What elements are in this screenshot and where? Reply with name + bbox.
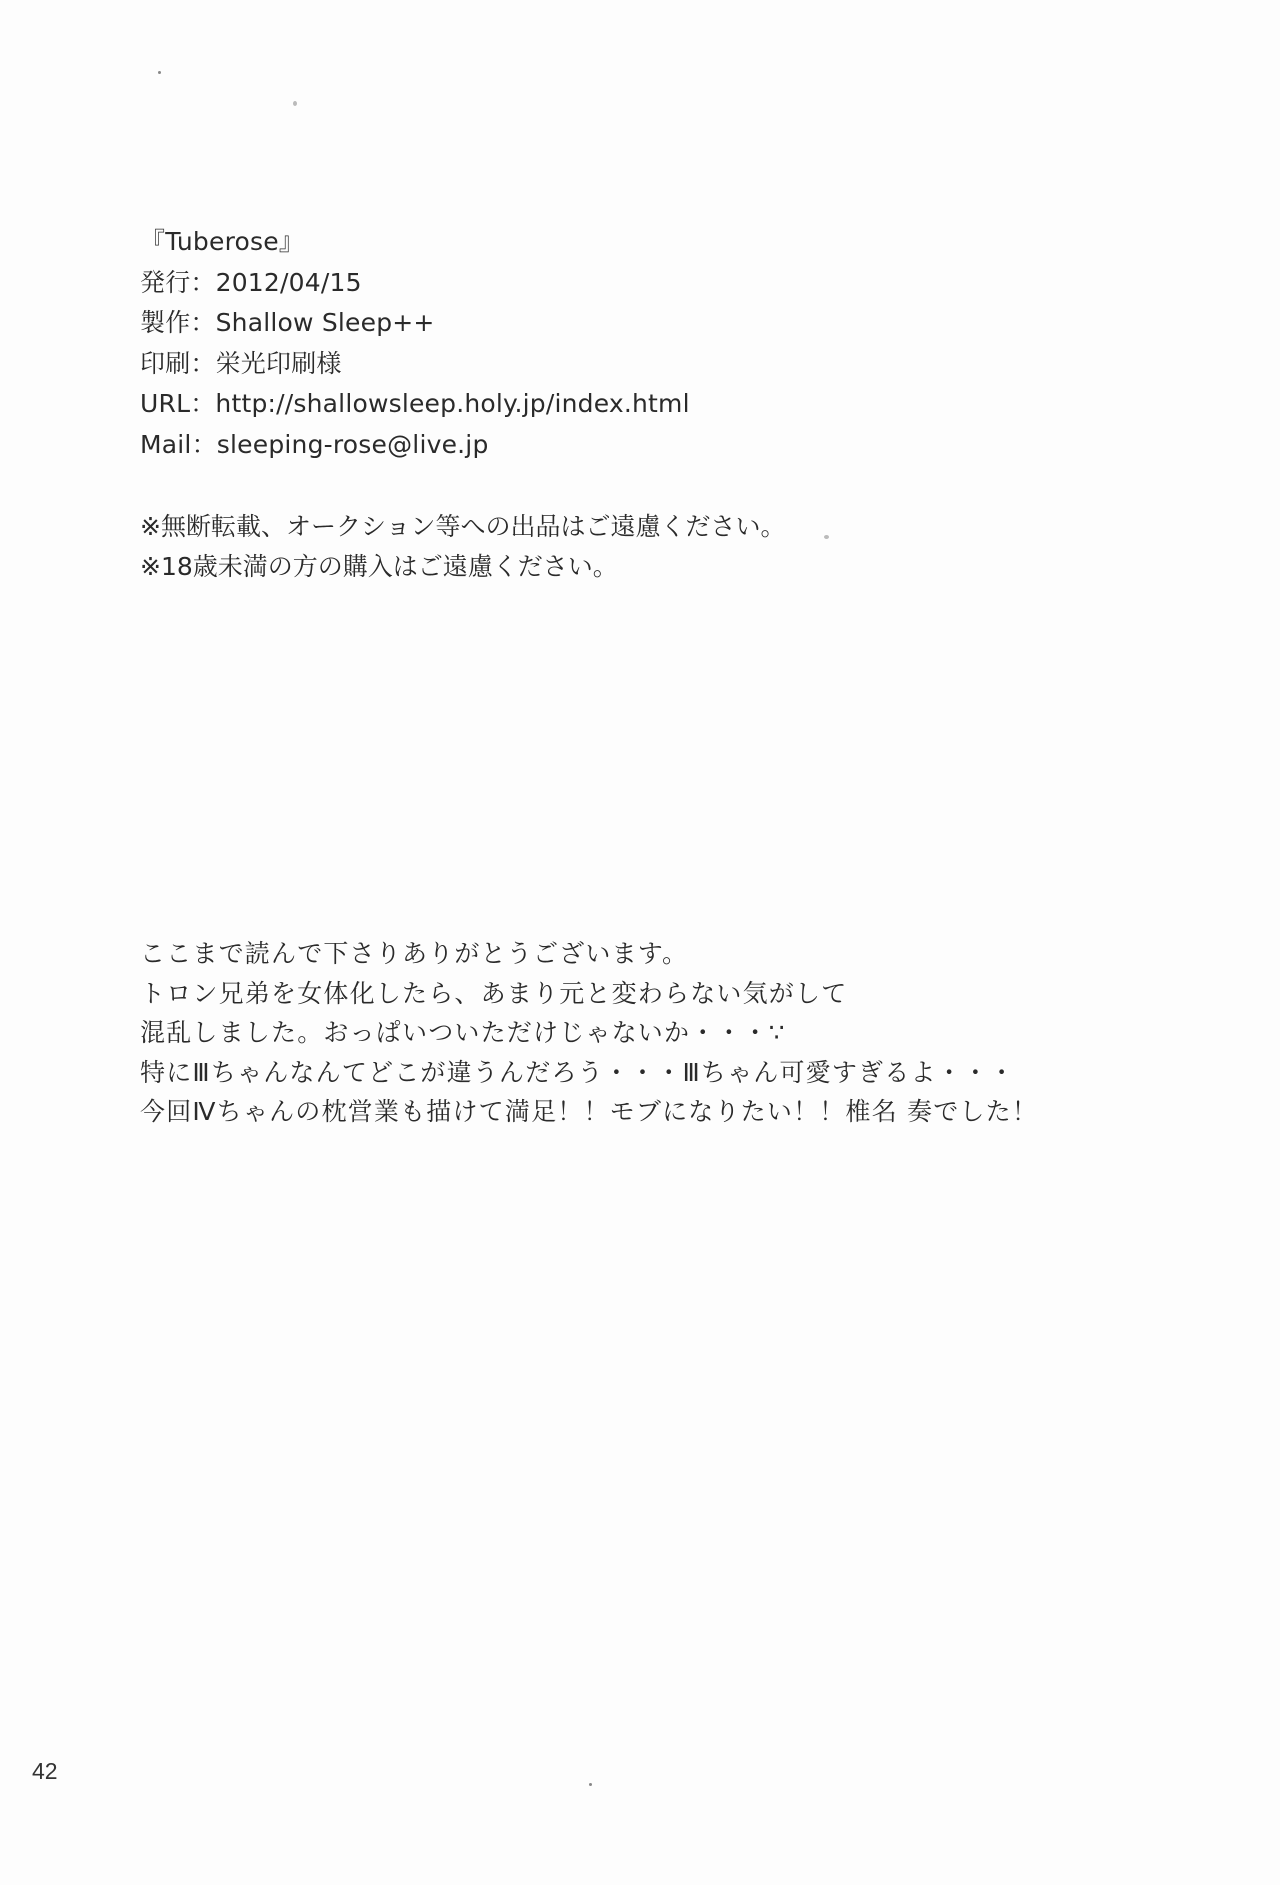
colophon [140,222,1040,466]
notices [140,507,1140,587]
book-title: 『Tuberose』 [140,227,304,256]
circle-name: 製作：Shallow Sleep++ [140,308,435,338]
page-number: 42 [32,1758,58,1784]
website-url: URL：http://shallowsleep.holy.jp/index.html [140,389,690,419]
notice-age: ※18歳未満の方の購入はご遠慮ください。 [140,552,618,581]
afterword-line: 混乱しました。おっぱいついただけじゃないか・・・∵ [140,1018,786,1047]
afterword-line: トロン兄弟を女体化したら、あまり元と変わらない気がして [140,978,848,1008]
scan-speck [293,101,297,106]
afterword-line: 今回Ⅳちゃんの枕営業も描けて満足！！モブになりたい！！椎名 奏でした！ [140,1097,1039,1126]
scan-speck [589,1783,592,1786]
issue-date: 発行：2012/04/15 [140,267,362,297]
contact-email: Mail：sleeping-rose@live.jp [140,429,489,459]
afterword-line: ここまで読んで下さりありがとうございます。 [140,939,689,968]
printer: 印刷：栄光印刷様 [140,348,342,378]
scan-speck [158,71,161,74]
afterword [140,934,1220,1132]
notice-reprint: ※無断転載、オークション等への出品はご遠慮ください。 [140,512,786,541]
afterword-line: 特にⅢちゃんなんてどこが違うんだろう・・・Ⅲちゃん可愛すぎるよ・・・ [140,1057,1016,1087]
